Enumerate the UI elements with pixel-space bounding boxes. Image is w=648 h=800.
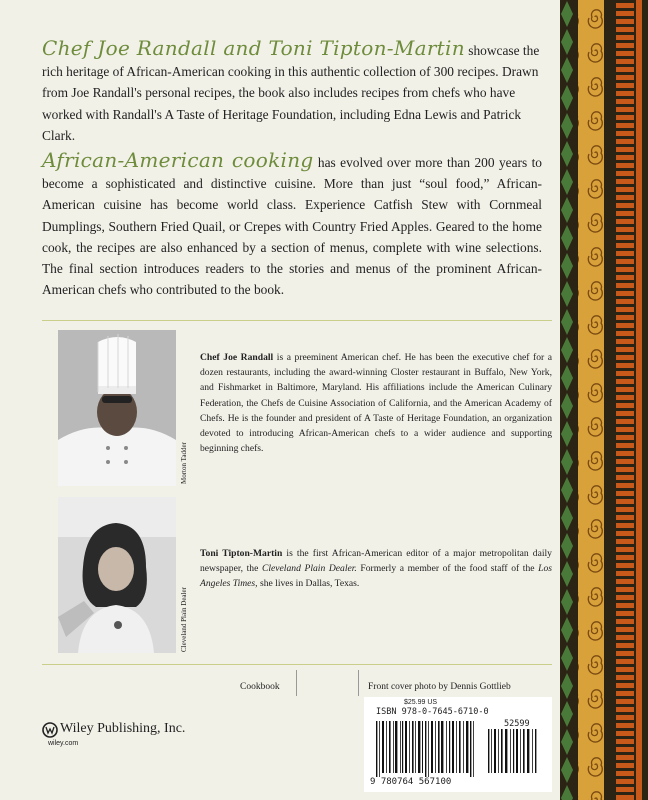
cuisine-heading-script: African-American cooking xyxy=(42,148,314,172)
photo-credit-cleveland-plain-dealer: Cleveland Plain Dealer xyxy=(180,587,188,652)
bio-text-part-3: she lives in Dallas, Texas. xyxy=(257,578,360,590)
barcode-block xyxy=(364,697,552,792)
author-names-script: Chef Joe Randall and Toni Tipton-Martin xyxy=(42,36,465,60)
chef-portrait-illustration xyxy=(58,330,176,486)
divider-top xyxy=(42,320,552,321)
toni-tipton-martin-photo xyxy=(58,497,176,653)
price-label: $25.99 US xyxy=(404,699,438,706)
bio-name-toni-tipton-martin: Toni Tipton-Martin xyxy=(200,548,283,559)
photo-credit-morton-tadder: Morton Tadder xyxy=(180,442,188,484)
newspaper-cleveland: Cleveland Plain Dealer. xyxy=(261,563,357,575)
intro-text-2: has evolved over more than 200 years to become a sophisticated and distinctive cuisine. More than just “soul food,” African-American cuisine has become world class. Experience Catfish Stew with Cornmeal Dumplings, Southern Fried Quail, or Crepes with Country Fried Apples. Geared to the home cook, the recipes are also enhanced by a section of menus, complete with wine selections. The final section introduces readers to the stories and menus of the prominent African-American chefs who contributed to the book. xyxy=(42,155,542,298)
intro-paragraph-1 xyxy=(42,38,542,146)
bio-text-part-1: is the first African-American editor of a major metropolitan daily newspaper, the xyxy=(200,548,552,575)
border-pattern-graphic xyxy=(560,0,648,800)
footer-divider-right xyxy=(358,670,359,696)
decorative-border xyxy=(560,0,648,800)
bio-name-joe-randall: Chef Joe Randall xyxy=(200,352,274,363)
author-portrait-illustration xyxy=(58,497,176,653)
wiley-mark-icon xyxy=(42,722,58,738)
bio-toni-tipton-martin xyxy=(200,546,552,592)
bio-joe-randall xyxy=(200,350,552,456)
intro-paragraph-2 xyxy=(42,150,542,300)
bio-text-joe-randall: is a preeminent American chef. He has been the executive chef for a dozen restaurants, including the award-winning Closter restaurant in Buffalo, New York, and Fishmarket in Baltimore, Maryland. His affiliations include the American Culinary Federation, the Chefs de Cuisine Association of California, and the American Academy of Chefs. He is the founder and president of A Taste of Heritage Foundation, an organization devoted to introducing African-American chefs to a wider audience and supporting beginning chefs. xyxy=(200,352,553,455)
publisher-name: Wiley Publishing, Inc. xyxy=(60,721,186,736)
category-label: Cookbook xyxy=(240,682,280,692)
chef-joe-randall-photo xyxy=(58,330,176,486)
cover-photo-credit: Front cover photo by Dennis Gottlieb xyxy=(368,682,511,692)
publisher-url: wiley.com xyxy=(48,740,79,747)
bio-text-part-2: Formerly a member of the food staff of the xyxy=(356,563,539,575)
newspaper-los-angeles: Los Angeles Times, xyxy=(200,563,552,590)
ean-number: 9 780764 567100 xyxy=(370,777,452,787)
addon-number: 52599 xyxy=(504,719,530,729)
isbn-label: ISBN 978-0-7645-6710-0 xyxy=(376,707,489,717)
footer-divider-left xyxy=(296,670,297,696)
intro-text-1: showcase the rich heritage of African-American cooking in this authentic collection of 300 recipes. Drawn from Joe Randall's personal recipes, the book also includes recipes from chefs who have worked with Randall's A Taste of Heritage Foundation, including Edna Lewis and Patrick Clark. xyxy=(42,43,540,143)
divider-bottom xyxy=(42,664,552,665)
